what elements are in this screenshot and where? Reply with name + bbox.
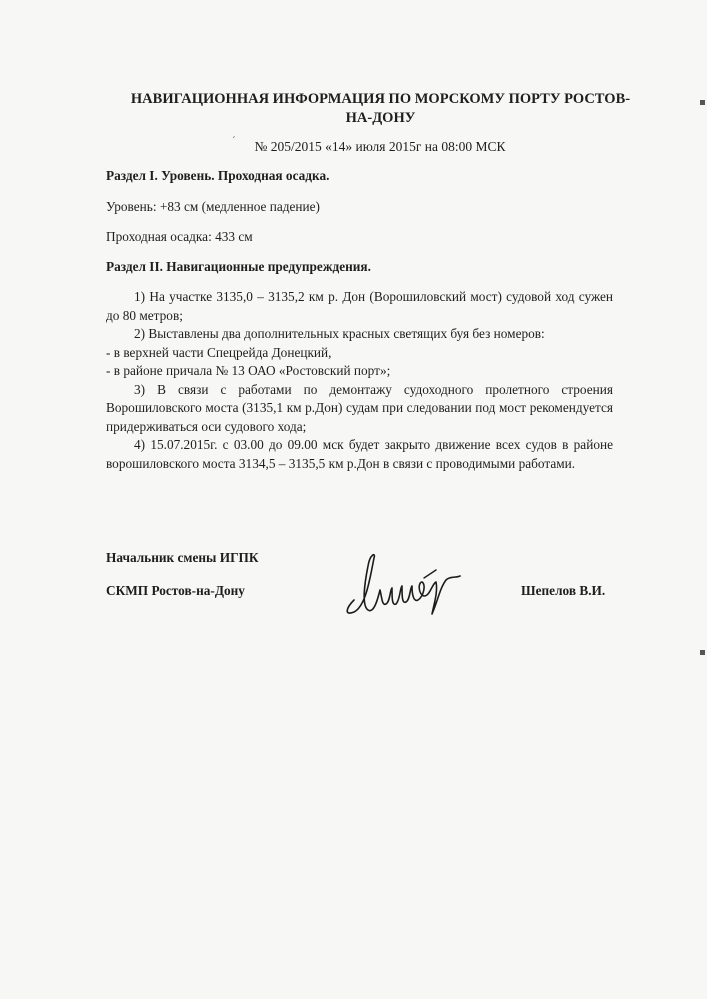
warning-item-2b: - в районе причала № 13 ОАО «Ростовский порт»; xyxy=(106,363,391,378)
warning-item-2a: - в верхней части Спецрейда Донецкий, xyxy=(106,344,332,360)
passage-draft: Проходная осадка: 433 см xyxy=(106,229,253,244)
warning-item-3: 3) В связи с работами по демонтажу судоходного пролетного строения Ворошиловского моста (3135,1 км р.Дон) судам при следовании под мост рекомендуется придерживаться оси судового хода; xyxy=(106,381,613,434)
warning-item-4: 4) 15.07.2015г. с 03.00 до 09.00 мск будет закрыто движение всех судов в районе ворошиловского моста 3134,5 – 3135,5 км р.Дон в связи с проводимыми работами. xyxy=(106,437,613,471)
section1-heading: Раздел I. Уровень. Проходная осадка. xyxy=(106,168,330,183)
scan-speck xyxy=(700,650,705,655)
section2-heading: Раздел II. Навигационные предупреждения. xyxy=(106,259,371,274)
signatory-name: Шепелов В.И. xyxy=(521,583,606,598)
signatory-position: Начальник смены ИГПК xyxy=(106,550,259,565)
signatory-organization: СКМП Ростов-на-Дону xyxy=(106,583,245,598)
scan-tick-mark: ´ xyxy=(232,135,236,147)
handwritten-signature xyxy=(340,548,470,620)
document-title: НАВИГАЦИОННАЯ ИНФОРМАЦИЯ ПО МОРСКОМУ ПОРТУ РОСТОВ-НА-ДОНУ xyxy=(130,91,631,126)
scan-speck xyxy=(700,100,705,105)
warning-item-1: 1) На участке 3135,0 – 3135,2 км р. Дон (Ворошиловский мост) судовой ход сужен до 80 метров; xyxy=(106,289,613,323)
water-level: Уровень: +83 см (медленное падение) xyxy=(106,199,320,214)
warning-item-2: 2) Выставлены два дополнительных красных светящих буя без номеров: xyxy=(134,326,545,341)
document-number-date: № 205/2015 «14» июля 2015г на 08:00 МСК xyxy=(254,139,506,154)
warnings-list xyxy=(106,288,613,473)
